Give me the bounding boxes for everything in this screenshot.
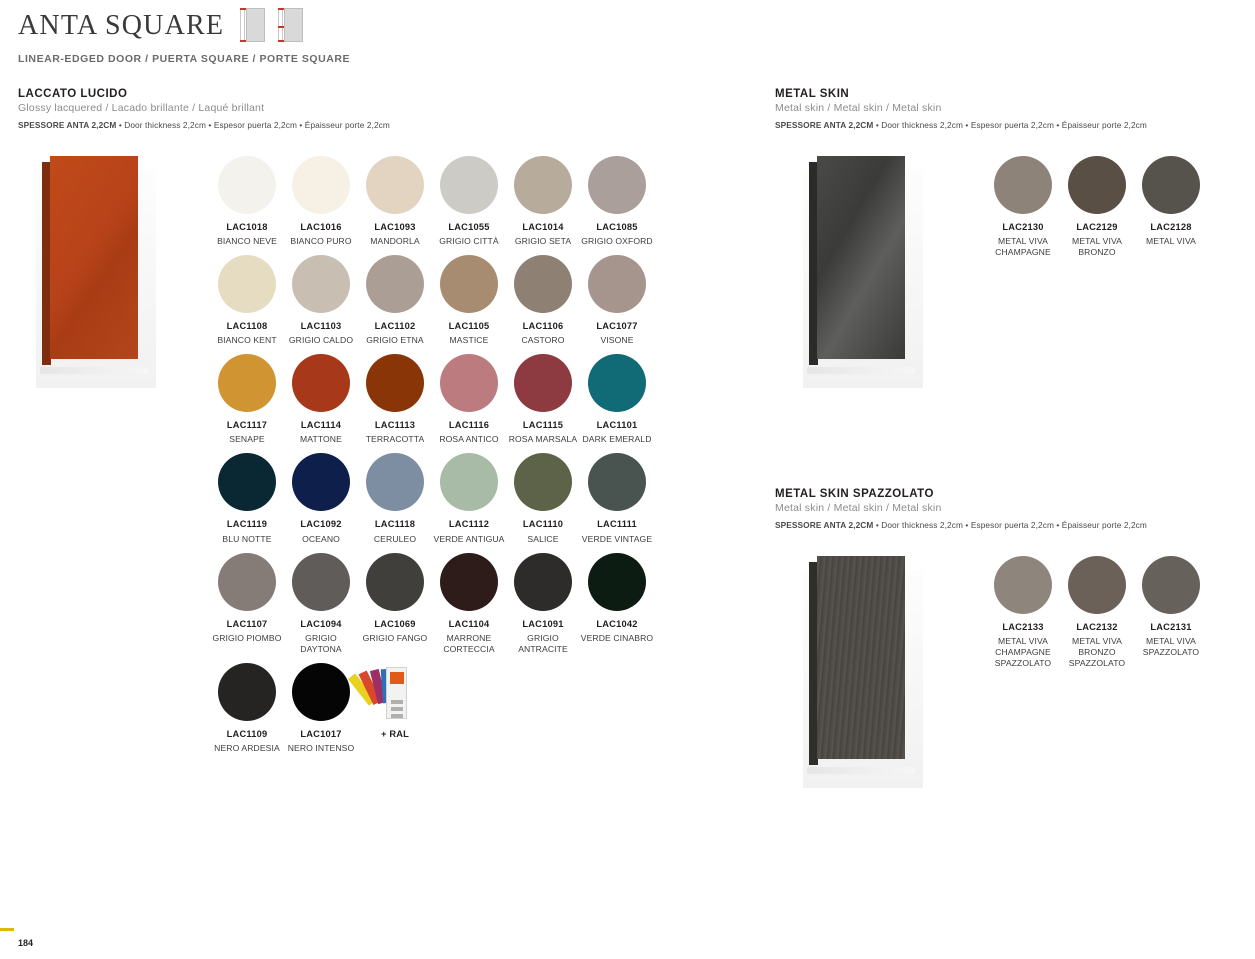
swatch-name: METAL VIVA bbox=[1145, 236, 1197, 247]
swatch-item[interactable] bbox=[432, 453, 506, 552]
swatch-item[interactable] bbox=[506, 553, 580, 663]
swatch-name: GRIGIO CALDO bbox=[288, 335, 354, 346]
metal-skin-spazzolato-swatch-grid bbox=[986, 556, 1208, 796]
color-disc bbox=[292, 156, 350, 214]
section-spec-bold: SPESSORE ANTA 2,2CM bbox=[18, 120, 117, 130]
color-disc bbox=[218, 453, 276, 511]
swatch-code: LAC1117 bbox=[226, 420, 268, 431]
swatch-item[interactable] bbox=[506, 156, 580, 255]
swatch-code: LAC2130 bbox=[1002, 222, 1044, 232]
swatch-name: METAL VIVA SPAZZOLATO bbox=[1142, 636, 1200, 658]
swatch-name: MASTICE bbox=[449, 335, 489, 346]
swatch-code: LAC1108 bbox=[226, 321, 268, 332]
color-disc bbox=[588, 553, 646, 611]
swatch-name: ROSA ANTICO bbox=[439, 434, 499, 445]
color-disc bbox=[366, 156, 424, 214]
swatch-code: LAC1111 bbox=[597, 519, 637, 530]
swatch-code: LAC1018 bbox=[226, 222, 268, 232]
swatch-item[interactable] bbox=[580, 553, 654, 663]
color-disc bbox=[366, 354, 424, 412]
section-subtitle: Metal skin / Metal skin / Metal skin bbox=[775, 502, 942, 514]
swatch-item[interactable] bbox=[986, 556, 1060, 796]
swatch-item[interactable] bbox=[506, 354, 580, 453]
swatch-code: LAC1103 bbox=[300, 321, 342, 332]
swatch-code: LAC1102 bbox=[374, 321, 416, 332]
swatch-name: CERULEO bbox=[373, 533, 417, 544]
swatch-name: METAL VIVA CHAMPAGNE bbox=[995, 236, 1051, 258]
swatch-code: LAC1113 bbox=[374, 420, 416, 431]
section-spec-bold: SPESSORE ANTA 2,2CM bbox=[775, 520, 874, 530]
metal-skin-swatch-grid bbox=[986, 156, 1208, 396]
swatch-item[interactable] bbox=[210, 453, 284, 552]
color-disc bbox=[1142, 556, 1200, 614]
swatch-item[interactable] bbox=[210, 156, 284, 255]
color-disc bbox=[292, 663, 350, 721]
section-spec bbox=[775, 120, 1235, 130]
color-disc bbox=[514, 156, 572, 214]
swatch-item[interactable] bbox=[1060, 556, 1134, 796]
swatch-item[interactable] bbox=[432, 255, 506, 354]
swatch-code: LAC2129 bbox=[1076, 222, 1118, 232]
swatch-name: BLU NOTTE bbox=[222, 533, 272, 544]
color-disc bbox=[292, 453, 350, 511]
swatch-item[interactable] bbox=[358, 156, 432, 255]
swatch-name: CASTORO bbox=[521, 335, 565, 346]
color-disc bbox=[292, 255, 350, 313]
swatch-code: LAC1116 bbox=[448, 420, 490, 431]
page-title: ANTA SQUARE bbox=[18, 10, 225, 41]
swatch-code: LAC1106 bbox=[522, 321, 564, 332]
swatch-item[interactable] bbox=[358, 255, 432, 354]
color-disc bbox=[366, 453, 424, 511]
swatch-item[interactable] bbox=[580, 354, 654, 453]
swatch-item[interactable] bbox=[580, 255, 654, 354]
swatch-name: ROSA MARSALA bbox=[508, 434, 578, 445]
swatch-code: LAC1016 bbox=[300, 222, 342, 232]
swatch-item[interactable] bbox=[580, 453, 654, 552]
color-disc bbox=[218, 156, 276, 214]
section-header-metal-skin bbox=[775, 88, 1235, 130]
color-disc bbox=[1068, 156, 1126, 214]
color-disc bbox=[218, 354, 276, 412]
swatch-code: LAC2133 bbox=[1002, 622, 1044, 632]
door-edge-picto-2-icon bbox=[276, 8, 306, 44]
swatch-code: LAC1017 bbox=[300, 728, 342, 739]
swatch-name: SALICE bbox=[527, 533, 559, 544]
swatch-name: VISONE bbox=[600, 335, 634, 346]
swatch-code: LAC1112 bbox=[448, 519, 490, 530]
swatch-name: GRIGIO SETA bbox=[514, 236, 572, 247]
swatch-item[interactable] bbox=[432, 553, 506, 663]
swatch-name: BIANCO KENT bbox=[217, 335, 277, 346]
section-header-metal-skin-spazzolato bbox=[775, 488, 1235, 530]
swatch-code: LAC1101 bbox=[596, 420, 638, 431]
swatch-code: + RAL bbox=[380, 728, 410, 739]
swatch-name: OCEANO bbox=[302, 533, 340, 544]
swatch-code: LAC1107 bbox=[226, 618, 268, 629]
color-disc bbox=[514, 255, 572, 313]
color-disc bbox=[292, 553, 350, 611]
swatch-item[interactable] bbox=[284, 354, 358, 453]
swatch-code: LAC1092 bbox=[300, 519, 342, 530]
section-subtitle: Glossy lacquered / Lacado brillante / Laqué brillant bbox=[18, 102, 265, 114]
swatch-name: VERDE CINABRO bbox=[580, 632, 654, 643]
swatch-name: METAL VIVA BRONZO SPAZZOLATO bbox=[1068, 636, 1126, 669]
section-spec-rest: • Door thickness 2,2cm • Espesor puerta 2,2cm • Épaisseur porte 2,2cm bbox=[873, 120, 1147, 130]
swatch-item[interactable] bbox=[432, 156, 506, 255]
swatch-name: GRIGIO DAYTONA bbox=[300, 632, 342, 654]
color-disc bbox=[588, 156, 646, 214]
swatch-name: MATTONE bbox=[300, 434, 342, 445]
swatch-name: MARRONE CORTECCIA bbox=[443, 632, 495, 654]
color-disc bbox=[366, 255, 424, 313]
swatch-item[interactable] bbox=[986, 156, 1060, 396]
section-spec bbox=[18, 120, 718, 130]
swatch-name: GRIGIO ETNA bbox=[366, 335, 424, 346]
metal-skin-door-sample bbox=[785, 156, 955, 396]
swatch-name: GRIGIO FANGO bbox=[362, 632, 428, 643]
section-header-laccato-lucido bbox=[18, 88, 718, 130]
color-disc bbox=[218, 255, 276, 313]
door-pictograms bbox=[238, 8, 306, 44]
swatch-code: LAC1115 bbox=[522, 420, 564, 431]
swatch-item[interactable] bbox=[210, 663, 284, 762]
color-disc bbox=[440, 453, 498, 511]
section-title: METAL SKIN bbox=[775, 88, 850, 100]
color-disc bbox=[440, 553, 498, 611]
swatch-code: LAC1119 bbox=[226, 519, 268, 530]
color-disc bbox=[514, 553, 572, 611]
section-title: LACCATO LUCIDO bbox=[18, 88, 128, 100]
swatch-code: LAC1109 bbox=[226, 728, 268, 739]
swatch-item[interactable] bbox=[358, 553, 432, 663]
color-disc bbox=[1142, 156, 1200, 214]
color-disc bbox=[514, 453, 572, 511]
section-spec-rest: • Door thickness 2,2cm • Espesor puerta 2,2cm • Épaisseur porte 2,2cm bbox=[873, 520, 1147, 530]
swatch-name: BIANCO NEVE bbox=[217, 236, 277, 247]
swatch-item[interactable] bbox=[284, 553, 358, 663]
swatch-item[interactable] bbox=[432, 354, 506, 453]
section-title: METAL SKIN SPAZZOLATO bbox=[775, 488, 934, 500]
swatch-name: DARK EMERALD bbox=[582, 434, 652, 445]
swatch-item[interactable] bbox=[1134, 556, 1208, 796]
color-disc bbox=[440, 156, 498, 214]
section-spec bbox=[775, 520, 1235, 530]
swatch-name: MANDORLA bbox=[370, 236, 420, 247]
page-number: 184 bbox=[18, 938, 34, 948]
ral-fandeck-icon bbox=[366, 663, 424, 721]
swatch-item[interactable] bbox=[1060, 156, 1134, 396]
swatch-name: VERDE VINTAGE bbox=[581, 533, 653, 544]
swatch-code: LAC1085 bbox=[596, 222, 638, 232]
color-disc bbox=[440, 255, 498, 313]
swatch-name: GRIGIO CITTÀ bbox=[439, 236, 499, 247]
swatch-code: LAC1077 bbox=[596, 321, 638, 332]
glossy-lacquered-door-sample bbox=[18, 156, 188, 396]
color-disc bbox=[440, 354, 498, 412]
swatch-code: LAC1118 bbox=[374, 519, 416, 530]
color-disc bbox=[292, 354, 350, 412]
swatch-item[interactable] bbox=[506, 453, 580, 552]
left-column bbox=[18, 88, 718, 762]
swatch-code: LAC2131 bbox=[1150, 622, 1192, 632]
swatch-code: LAC1105 bbox=[448, 321, 490, 332]
swatch-item[interactable] bbox=[284, 663, 358, 762]
swatch-code: LAC1014 bbox=[522, 222, 564, 232]
color-disc bbox=[514, 354, 572, 412]
color-disc bbox=[218, 663, 276, 721]
color-disc bbox=[218, 553, 276, 611]
swatch-code: LAC1091 bbox=[522, 618, 564, 629]
swatch-name: GRIGIO PIOMBO bbox=[212, 632, 282, 643]
color-disc bbox=[588, 453, 646, 511]
swatch-item[interactable] bbox=[284, 255, 358, 354]
swatch-item[interactable] bbox=[1134, 156, 1208, 396]
page-marker-rule bbox=[0, 928, 14, 931]
color-disc bbox=[588, 255, 646, 313]
swatch-code: LAC1104 bbox=[448, 618, 490, 629]
color-disc bbox=[994, 156, 1052, 214]
right-column bbox=[775, 88, 1235, 796]
swatch-name: GRIGIO OXFORD bbox=[581, 236, 653, 247]
swatch-code: LAC2132 bbox=[1076, 622, 1118, 632]
color-disc bbox=[366, 553, 424, 611]
swatch-name: NERO ARDESIA bbox=[214, 742, 280, 753]
swatch-code: LAC1055 bbox=[448, 222, 490, 232]
swatch-name: GRIGIO ANTRACITE bbox=[518, 632, 568, 654]
swatch-name: SENAPE bbox=[229, 434, 265, 445]
swatch-item[interactable] bbox=[210, 354, 284, 453]
swatch-item-ral[interactable] bbox=[358, 663, 432, 762]
swatch-item[interactable] bbox=[284, 156, 358, 255]
door-edge-picto-1-icon bbox=[238, 8, 268, 44]
swatch-item[interactable] bbox=[210, 553, 284, 663]
swatch-item[interactable] bbox=[284, 453, 358, 552]
swatch-name: BIANCO PURO bbox=[290, 236, 352, 247]
swatch-code: LAC1094 bbox=[300, 618, 342, 629]
section-spec-bold: SPESSORE ANTA 2,2CM bbox=[775, 120, 874, 130]
swatch-item[interactable] bbox=[506, 255, 580, 354]
swatch-name: VERDE ANTIGUA bbox=[433, 533, 505, 544]
swatch-item[interactable] bbox=[210, 255, 284, 354]
swatch-code: LAC1093 bbox=[374, 222, 416, 232]
swatch-item[interactable] bbox=[358, 354, 432, 453]
swatch-code: LAC1042 bbox=[596, 618, 638, 629]
section-subtitle: Metal skin / Metal skin / Metal skin bbox=[775, 102, 942, 114]
swatch-code: LAC1110 bbox=[522, 519, 564, 530]
color-disc bbox=[1068, 556, 1126, 614]
swatch-name: TERRACOTTA bbox=[365, 434, 425, 445]
swatch-item[interactable] bbox=[580, 156, 654, 255]
metal-skin-brushed-door-sample bbox=[785, 556, 955, 796]
swatch-name: METAL VIVA CHAMPAGNE SPAZZOLATO bbox=[994, 636, 1052, 669]
swatch-code: LAC2128 bbox=[1150, 222, 1192, 232]
title-row bbox=[18, 8, 718, 44]
color-disc bbox=[994, 556, 1052, 614]
swatch-item[interactable] bbox=[358, 453, 432, 552]
swatch-code: LAC1069 bbox=[374, 618, 416, 629]
swatch-name: METAL VIVA BRONZO bbox=[1071, 236, 1123, 258]
laccato-lucido-swatch-grid bbox=[210, 156, 654, 762]
page-header bbox=[18, 8, 718, 65]
color-disc bbox=[588, 354, 646, 412]
section-spec-rest: • Door thickness 2,2cm • Espesor puerta 2,2cm • Épaisseur porte 2,2cm bbox=[116, 120, 390, 130]
swatch-name: NERO INTENSO bbox=[287, 742, 355, 753]
page-subtitle: LINEAR-EDGED DOOR / PUERTA SQUARE / PORTE SQUARE bbox=[18, 53, 351, 65]
swatch-code: LAC1114 bbox=[300, 420, 342, 431]
